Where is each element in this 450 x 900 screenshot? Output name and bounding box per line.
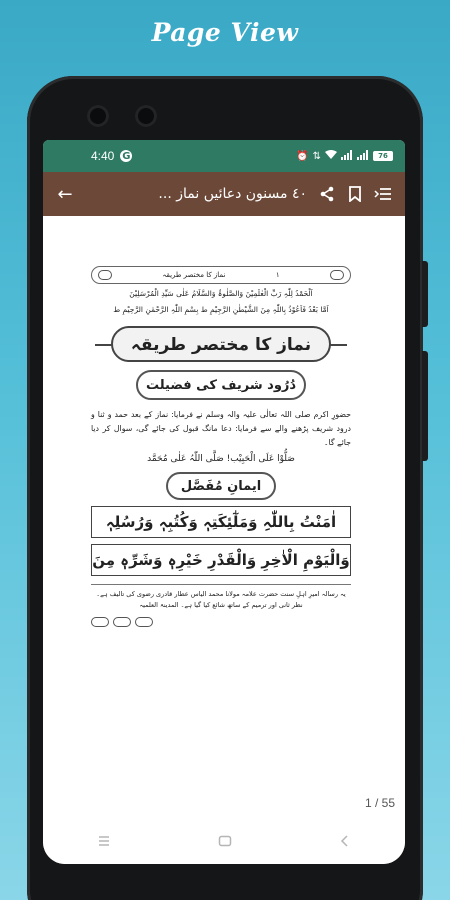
header-ornament-icon (330, 270, 344, 280)
header-ornament-icon-2 (98, 270, 112, 280)
status-icons (296, 150, 393, 163)
home-icon[interactable] (218, 835, 232, 851)
main-heading-banner: نماز کا مختصر طریقہ (111, 326, 331, 362)
wifi-icon (325, 150, 337, 163)
opening-line-1: اَلْحَمْدُ لِلّٰہِ رَبِّ الْعٰلَمِیْنَ وَالصَّلٰوۃُ وَالسَّلَامُ عَلٰی سَیِّدِ الْمُرْسَلِیْنَ (129, 289, 313, 298)
volume-button (422, 351, 428, 461)
back-icon[interactable] (339, 835, 351, 851)
back-arrow-icon[interactable]: ← (57, 183, 73, 205)
promo-title: Page View (151, 18, 299, 47)
bookmark-icon[interactable] (341, 180, 369, 208)
google-icon: G (122, 150, 131, 162)
alarm-icon: ⏰ (296, 150, 309, 162)
footer-ornament (91, 617, 351, 627)
iman-box-2: وَالْیَوْمِ الْاٰخِرِ وَالْقَدْرِ خَیْرِہٖ وَشَرِّہٖ مِنَ (91, 544, 351, 576)
hadith-paragraph: حضورِ اکرم صلی اللہ تعالٰی علیہ والہ وسلم نے فرمایا: نماز کے بعد حمد و ثنا و درود شریف پڑھنے والے سے فرمایا: دعا مانگ قبول کی جائے گی، سوال کر دیا جائے گا۔ (91, 410, 351, 447)
footer-ornament-icon (91, 617, 109, 627)
footnote: یہ رسالہ امیرِ اہلِ سنت حضرت علامہ مولانا محمد الیاس عطار قادری رضوی کی تالیف ہے۔ نظر ثانی اور ترمیم کے ساتھ شائع کیا گیا ہے۔ المدینۃ العلمیہ (91, 584, 351, 611)
footer-ornament-icon-2 (113, 617, 131, 627)
durood-line: صَلُّوْا عَلَی الْحَبِیْب! صَلَّی اللّٰہُ عَلٰی مُحَمَّد (147, 454, 295, 464)
header-title: نماز کا مختصر طریقہ (162, 271, 226, 279)
document-title: ٤٠ مسنون دعائیں نماز ... (158, 186, 307, 202)
iman-heading-banner: ایمانِ مُفَصَّل (166, 472, 276, 500)
pdf-page (91, 266, 351, 736)
status-time: 4:40 (91, 149, 115, 163)
contents-icon[interactable] (369, 180, 397, 208)
page-header (91, 266, 351, 284)
data-icon: ⇅ (312, 150, 321, 162)
document-viewer[interactable] (43, 216, 405, 822)
share-icon[interactable] (313, 180, 341, 208)
device-screen (43, 140, 405, 864)
signal-icon (341, 150, 353, 163)
battery-icon: 76 (373, 151, 393, 161)
status-bar (43, 140, 405, 172)
footer-ornament-icon-3 (135, 617, 153, 627)
system-nav-bar (43, 822, 405, 864)
signal-icon-2 (357, 150, 369, 163)
app-toolbar (43, 172, 405, 216)
opening-line-2: اَمَّا بَعْدُ فَاَعُوْذُ بِاللّٰہِ مِنَ الشَّیْطٰنِ الرَّجِیْمِ ط بِسْمِ اللّٰہِ الرَّحْمٰنِ الرَّحِیْمِ ط (113, 305, 329, 314)
power-button (422, 261, 428, 327)
iman-box-1: اٰمَنْتُ بِاللّٰہِ وَمَلٰٓئِکَتِہٖ وَکُتُبِہٖ وَرُسُلِہٖ (91, 506, 351, 538)
recents-icon[interactable] (97, 835, 111, 851)
page-counter: 1 / 55 (364, 796, 395, 810)
sensor-icon (135, 105, 157, 127)
front-camera-icon (87, 105, 109, 127)
header-page-number: ۱ (275, 271, 280, 279)
sub-heading-banner: دُرُود شریف کی فضیلت (136, 370, 306, 400)
